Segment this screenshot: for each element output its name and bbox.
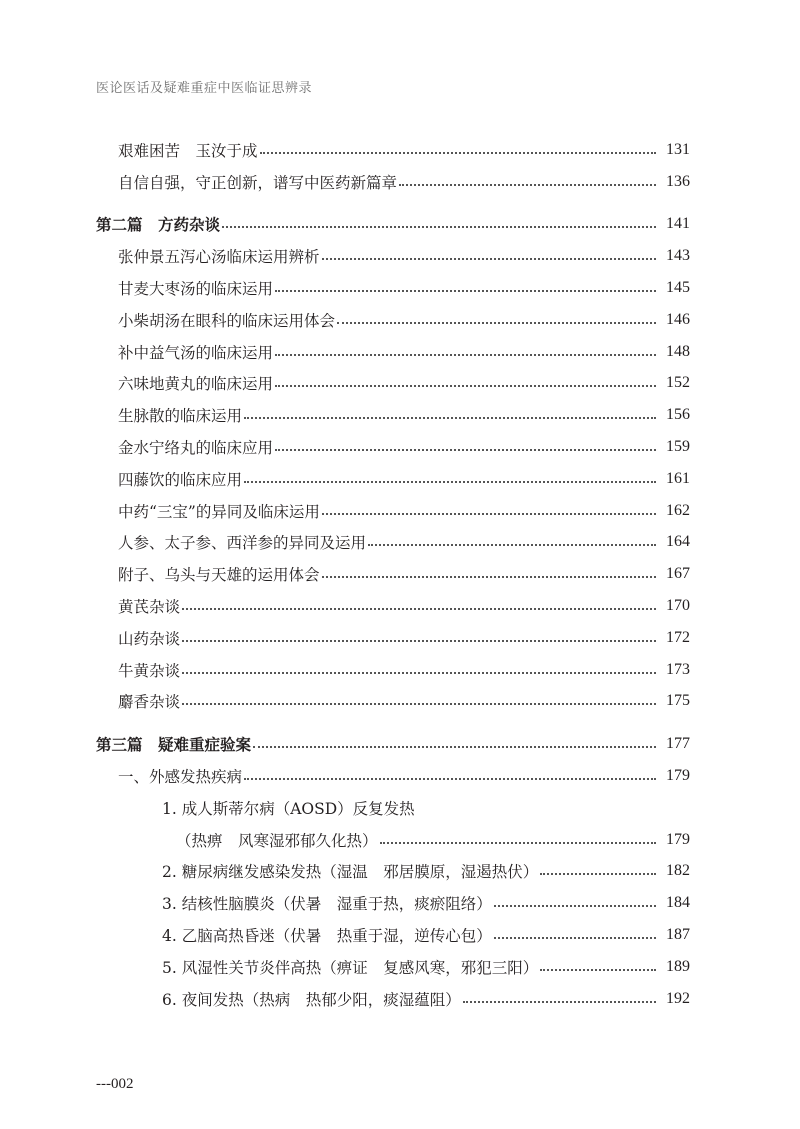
toc-entry-title: 六味地黄丸的临床运用 (118, 375, 274, 394)
toc-entry-title: 张仲景五泻心汤临床运用辨析 (118, 248, 320, 267)
dot-leader (494, 905, 656, 907)
toc-entry[interactable] (96, 527, 690, 559)
toc-entry-page: 187 (666, 926, 690, 944)
toc-entry-title: 附子、乌头与天雄的运用体会 (118, 566, 320, 585)
dot-leader (275, 385, 656, 387)
toc-entry-title: 艰难困苦 玉汝于成 (118, 141, 258, 160)
toc-entry-page: 173 (666, 660, 690, 678)
dot-leader (260, 152, 656, 154)
toc-entry-title: 自信自强，守正创新，谱写中医药新篇章 (118, 173, 398, 192)
dot-leader (244, 417, 656, 419)
dot-leader (275, 354, 656, 356)
toc-entry[interactable] (96, 824, 690, 856)
toc-entry[interactable] (96, 304, 690, 336)
toc-entry-page: 167 (666, 565, 690, 583)
toc-entry[interactable] (96, 272, 690, 304)
toc-entry-page: 170 (666, 597, 690, 615)
toc-entry-page: 161 (666, 469, 690, 487)
running-head: 医论医话及疑难重症中医临证思辨录 (96, 81, 313, 96)
toc-entry-page: 179 (666, 767, 690, 785)
toc-entry-title: 2. 糖尿病继发感染发热（湿温 邪居膜原，湿遏热伏） (162, 863, 539, 882)
toc-entry-page: 143 (666, 247, 690, 265)
toc-entry-page: 136 (666, 172, 690, 190)
toc-entry-title: 一、外感发热疾病 (118, 768, 243, 787)
table-of-contents (96, 134, 690, 1015)
toc-entry[interactable] (96, 622, 690, 654)
toc-entry-title: 牛黄杂谈 (118, 661, 181, 680)
toc-entry-title: 第三篇 疑难重症验案 (96, 736, 252, 755)
toc-entry-page: 159 (666, 438, 690, 456)
toc-entry[interactable] (96, 792, 690, 824)
toc-entry-title: 6. 夜间发热（热病 热郁少阳，痰湿蕴阻） (162, 990, 461, 1009)
toc-entry-title: 黄芪杂谈 (118, 598, 181, 617)
toc-entry[interactable] (96, 336, 690, 368)
dot-leader (368, 544, 656, 546)
toc-entry-page: 184 (666, 894, 690, 912)
toc-entry-page: 164 (666, 533, 690, 551)
dot-leader (182, 640, 656, 642)
toc-entry-page: 152 (666, 374, 690, 392)
toc-entry[interactable] (96, 431, 690, 463)
toc-entry-title: 3. 结核性脑膜炎（伏暑 湿重于热，痰瘀阻络） (162, 895, 492, 914)
toc-entry-page: 192 (666, 989, 690, 1007)
dot-leader (275, 290, 656, 292)
toc-entry-title: 4. 乙脑高热昏迷（伏暑 热重于湿，逆传心包） (162, 927, 492, 946)
toc-entry[interactable] (96, 919, 690, 951)
toc-entry-title: （热痹 风寒湿邪郁久化热） (176, 831, 378, 850)
dot-leader (322, 258, 656, 260)
toc-entry[interactable] (96, 983, 690, 1015)
dot-leader (380, 842, 656, 844)
toc-entry-title: 小柴胡汤在眼科的临床运用体会 (118, 311, 336, 330)
toc-entry[interactable] (96, 495, 690, 527)
toc-entry[interactable] (96, 760, 690, 792)
toc-entry-title: 四藤饮的临床应用 (118, 470, 243, 489)
toc-entry[interactable] (96, 951, 690, 983)
dot-leader (222, 226, 656, 228)
toc-entry-page: 141 (666, 215, 690, 233)
dot-leader (540, 969, 656, 971)
toc-entry[interactable] (96, 134, 690, 166)
toc-entry-page: 162 (666, 501, 690, 519)
dot-leader (244, 778, 656, 780)
toc-entry-title: 中药“三宝”的异同及临床运用 (118, 502, 320, 521)
toc-entry-page: 172 (666, 628, 690, 646)
dot-leader (244, 481, 656, 483)
dot-leader (399, 184, 656, 186)
toc-entry-title: 山药杂谈 (118, 629, 181, 648)
dot-leader (540, 873, 656, 875)
toc-entry[interactable] (96, 399, 690, 431)
toc-entry-page: 189 (666, 957, 690, 975)
dot-leader (494, 937, 656, 939)
dot-leader (463, 1001, 656, 1003)
toc-entry-title: 金水宁络丸的临床应用 (118, 439, 274, 458)
toc-entry-page: 177 (666, 735, 690, 753)
toc-entry-title: 麝香杂谈 (118, 693, 181, 712)
toc-entry-title: 人参、太子参、西洋参的异同及运用 (118, 534, 367, 553)
dot-leader (322, 513, 656, 515)
toc-entry[interactable] (96, 368, 690, 400)
toc-entry-page: 156 (666, 406, 690, 424)
toc-entry-page: 131 (666, 140, 690, 158)
toc-entry-title: 甘麦大枣汤的临床运用 (118, 280, 274, 299)
dot-leader (182, 608, 656, 610)
dot-leader (253, 746, 656, 748)
toc-entry-title: 5. 风湿性关节炎伴高热（痹证 复感风寒，邪犯三阳） (162, 958, 539, 977)
toc-entry-page: 182 (666, 862, 690, 880)
toc-entry-title: 生脉散的临床运用 (118, 407, 243, 426)
toc-entry-title: 第二篇 方药杂谈 (96, 216, 221, 235)
toc-entry[interactable] (96, 686, 690, 718)
dot-leader (275, 449, 656, 451)
toc-entry[interactable] (96, 856, 690, 888)
toc-part-heading[interactable] (96, 209, 690, 241)
toc-entry[interactable] (96, 166, 690, 198)
toc-entry[interactable] (96, 240, 690, 272)
page-number: ---002 (96, 1076, 134, 1092)
toc-entry-title: 1. 成人斯蒂尔病（AOSD）反复发热 (162, 799, 415, 818)
toc-entry[interactable] (96, 654, 690, 686)
toc-entry-page: 179 (666, 830, 690, 848)
dot-leader (322, 576, 656, 578)
toc-entry[interactable] (96, 887, 690, 919)
toc-entry-page: 148 (666, 342, 690, 360)
toc-entry-title: 补中益气汤的临床运用 (118, 343, 274, 362)
toc-entry-page: 145 (666, 279, 690, 297)
toc-entry[interactable] (96, 463, 690, 495)
dot-leader (337, 322, 656, 324)
toc-entry[interactable] (96, 558, 690, 590)
toc-entry-page: 175 (666, 692, 690, 710)
dot-leader (182, 703, 656, 705)
dot-leader (182, 672, 656, 674)
toc-entry-page: 146 (666, 310, 690, 328)
toc-entry[interactable] (96, 590, 690, 622)
toc-part-heading[interactable] (96, 728, 690, 760)
